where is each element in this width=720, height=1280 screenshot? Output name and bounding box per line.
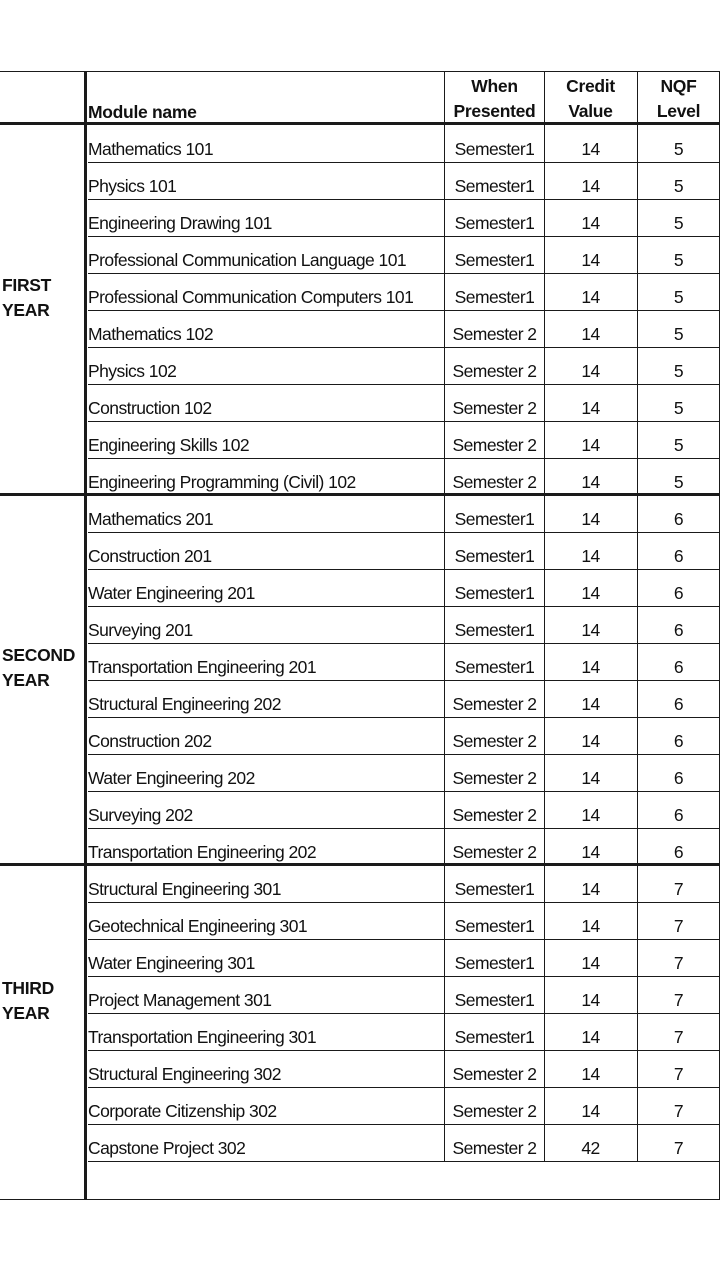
cell-module: Project Management 301 xyxy=(88,990,272,1010)
cell-nqf: 5 xyxy=(673,213,684,233)
cell-nqf: 6 xyxy=(673,509,684,529)
cell-nqf: 5 xyxy=(673,250,684,270)
cell-nqf: 5 xyxy=(673,139,684,159)
cell-when: Semester1 xyxy=(454,546,535,566)
cell-module: Mathematics 201 xyxy=(88,509,214,529)
header-nqf-line1: NQF xyxy=(660,76,697,96)
cell-credit: 14 xyxy=(581,1101,600,1121)
cell-when: Semester1 xyxy=(454,990,535,1010)
cell-module: Surveying 202 xyxy=(88,805,193,825)
header-module-name: Module name xyxy=(88,102,197,122)
cell-nqf: 7 xyxy=(673,953,684,973)
cell-when: Semester 2 xyxy=(452,805,537,825)
cell-credit: 14 xyxy=(581,176,600,196)
table-top-border xyxy=(0,71,720,72)
year-label-line1: SECOND xyxy=(2,645,76,665)
cell-nqf: 5 xyxy=(673,435,684,455)
cell-module: Surveying 201 xyxy=(88,620,193,640)
cell-when: Semester1 xyxy=(454,657,535,677)
cell-when: Semester 2 xyxy=(452,1138,537,1158)
cell-credit: 14 xyxy=(581,509,600,529)
cell-module: Engineering Skills 102 xyxy=(88,435,250,455)
year-label xyxy=(2,273,84,323)
cell-module: Mathematics 102 xyxy=(88,324,214,344)
cell-nqf: 6 xyxy=(673,768,684,788)
row-divider xyxy=(88,643,720,644)
header-underline xyxy=(0,122,720,125)
cell-nqf: 5 xyxy=(673,472,684,492)
row-divider xyxy=(88,606,720,607)
cell-credit: 14 xyxy=(581,361,600,381)
row-divider xyxy=(88,1050,720,1051)
cell-module: Professional Communication Computers 101 xyxy=(88,287,414,307)
cell-when: Semester 2 xyxy=(452,324,537,344)
header-credit-value xyxy=(544,74,637,124)
cell-module: Physics 101 xyxy=(88,176,177,196)
cell-when: Semester 2 xyxy=(452,1101,537,1121)
cell-when: Semester 2 xyxy=(452,842,537,862)
row-divider xyxy=(88,939,720,940)
cell-credit: 14 xyxy=(581,953,600,973)
year-label xyxy=(2,643,84,693)
row-divider xyxy=(88,680,720,681)
row-divider xyxy=(88,162,720,163)
cell-credit: 14 xyxy=(581,398,600,418)
cell-credit: 14 xyxy=(581,657,600,677)
header-credit-line1: Credit xyxy=(566,76,615,96)
cell-when: Semester 2 xyxy=(452,435,537,455)
cell-module: Structural Engineering 301 xyxy=(88,879,281,899)
year-label xyxy=(2,976,84,1026)
row-divider xyxy=(88,1124,720,1125)
cell-when: Semester1 xyxy=(454,620,535,640)
cell-nqf: 7 xyxy=(673,1027,684,1047)
cell-module: Engineering Programming (Civil) 102 xyxy=(88,472,356,492)
row-divider xyxy=(88,199,720,200)
row-divider xyxy=(88,532,720,533)
cell-nqf: 6 xyxy=(673,620,684,640)
header-nqf-line2: Level xyxy=(656,101,701,121)
year-label-line2: YEAR xyxy=(2,1003,50,1023)
cell-module: Geotechnical Engineering 301 xyxy=(88,916,308,936)
cell-nqf: 7 xyxy=(673,1064,684,1084)
row-divider xyxy=(88,384,720,385)
header-nqf-level xyxy=(637,74,720,124)
cell-nqf: 6 xyxy=(673,731,684,751)
cell-module: Water Engineering 301 xyxy=(88,953,255,973)
cell-module: Structural Engineering 202 xyxy=(88,694,281,714)
cell-module: Engineering Drawing 101 xyxy=(88,213,272,233)
cell-module: Transportation Engineering 201 xyxy=(88,657,317,677)
cell-module: Water Engineering 201 xyxy=(88,583,255,603)
year-label-line2: YEAR xyxy=(2,670,50,690)
cell-credit: 14 xyxy=(581,250,600,270)
cell-nqf: 6 xyxy=(673,583,684,603)
row-divider xyxy=(88,236,720,237)
row-divider xyxy=(88,310,720,311)
cell-module: Mathematics 101 xyxy=(88,139,214,159)
row-divider xyxy=(88,791,720,792)
cell-module: Structural Engineering 302 xyxy=(88,1064,281,1084)
cell-credit: 14 xyxy=(581,805,600,825)
cell-module: Corporate Citizenship 302 xyxy=(88,1101,277,1121)
cell-when: Semester1 xyxy=(454,916,535,936)
cell-module: Transportation Engineering 202 xyxy=(88,842,317,862)
section-divider xyxy=(0,493,720,496)
cell-when: Semester1 xyxy=(454,213,535,233)
year-label-line1: FIRST xyxy=(2,275,52,295)
cell-when: Semester 2 xyxy=(452,361,537,381)
cell-nqf: 5 xyxy=(673,361,684,381)
cell-nqf: 7 xyxy=(673,1138,684,1158)
row-divider xyxy=(88,902,720,903)
cell-module: Construction 202 xyxy=(88,731,212,751)
cell-credit: 14 xyxy=(581,879,600,899)
cell-nqf: 7 xyxy=(673,879,684,899)
cell-credit: 14 xyxy=(581,546,600,566)
cell-credit: 14 xyxy=(581,842,600,862)
cell-when: Semester1 xyxy=(454,250,535,270)
cell-credit: 14 xyxy=(581,435,600,455)
cell-when: Semester 2 xyxy=(452,1064,537,1084)
cell-when: Semester 2 xyxy=(452,731,537,751)
cell-credit: 14 xyxy=(581,472,600,492)
header-when-line1: When xyxy=(471,76,518,96)
cell-nqf: 5 xyxy=(673,324,684,344)
cell-nqf: 6 xyxy=(673,694,684,714)
cell-credit: 14 xyxy=(581,583,600,603)
cell-nqf: 6 xyxy=(673,842,684,862)
cell-credit: 14 xyxy=(581,139,600,159)
cell-module: Water Engineering 202 xyxy=(88,768,255,788)
cell-credit: 14 xyxy=(581,731,600,751)
cell-credit: 14 xyxy=(581,620,600,640)
cell-when: Semester1 xyxy=(454,879,535,899)
cell-credit: 14 xyxy=(581,990,600,1010)
cell-module: Professional Communication Language 101 xyxy=(88,250,407,270)
cell-credit: 14 xyxy=(581,916,600,936)
cell-credit: 14 xyxy=(581,1027,600,1047)
cell-credit: 42 xyxy=(581,1138,600,1158)
cell-nqf: 5 xyxy=(673,176,684,196)
cell-credit: 14 xyxy=(581,1064,600,1084)
row-divider xyxy=(88,1013,720,1014)
section-divider xyxy=(0,863,720,866)
cell-when: Semester1 xyxy=(454,176,535,196)
cell-when: Semester 2 xyxy=(452,768,537,788)
cell-when: Semester1 xyxy=(454,583,535,603)
cell-credit: 14 xyxy=(581,694,600,714)
cell-nqf: 5 xyxy=(673,287,684,307)
cell-credit: 14 xyxy=(581,768,600,788)
year-column-divider xyxy=(84,72,87,1199)
cell-nqf: 6 xyxy=(673,657,684,677)
cell-credit: 14 xyxy=(581,213,600,233)
cell-module: Construction 201 xyxy=(88,546,212,566)
row-divider xyxy=(88,828,720,829)
cell-module: Construction 102 xyxy=(88,398,212,418)
row-divider xyxy=(88,421,720,422)
row-divider xyxy=(88,717,720,718)
header-when-line2: Presented xyxy=(453,101,536,121)
row-divider xyxy=(88,458,720,459)
year-label-line1: THIRD xyxy=(2,978,54,998)
cell-when: Semester 2 xyxy=(452,472,537,492)
cell-credit: 14 xyxy=(581,324,600,344)
row-divider xyxy=(88,569,720,570)
cell-when: Semester1 xyxy=(454,509,535,529)
cell-when: Semester 2 xyxy=(452,694,537,714)
cell-module: Transportation Engineering 301 xyxy=(88,1027,317,1047)
body-end-line xyxy=(88,1161,720,1162)
table-bottom-border xyxy=(0,1199,720,1200)
cell-nqf: 7 xyxy=(673,990,684,1010)
cell-nqf: 7 xyxy=(673,1101,684,1121)
cell-when: Semester1 xyxy=(454,287,535,307)
year-label-line2: YEAR xyxy=(2,300,50,320)
row-divider xyxy=(88,754,720,755)
cell-nqf: 6 xyxy=(673,546,684,566)
cell-when: Semester1 xyxy=(454,1027,535,1047)
cell-nqf: 7 xyxy=(673,916,684,936)
row-divider xyxy=(88,976,720,977)
cell-nqf: 6 xyxy=(673,805,684,825)
cell-when: Semester1 xyxy=(454,139,535,159)
cell-when: Semester 2 xyxy=(452,398,537,418)
header-when-presented xyxy=(445,74,544,124)
cell-credit: 14 xyxy=(581,287,600,307)
cell-module: Capstone Project 302 xyxy=(88,1138,246,1158)
cell-when: Semester1 xyxy=(454,953,535,973)
cell-nqf: 5 xyxy=(673,398,684,418)
row-divider xyxy=(88,273,720,274)
header-credit-line2: Value xyxy=(568,101,613,121)
row-divider xyxy=(88,1087,720,1088)
row-divider xyxy=(88,347,720,348)
cell-module: Physics 102 xyxy=(88,361,177,381)
